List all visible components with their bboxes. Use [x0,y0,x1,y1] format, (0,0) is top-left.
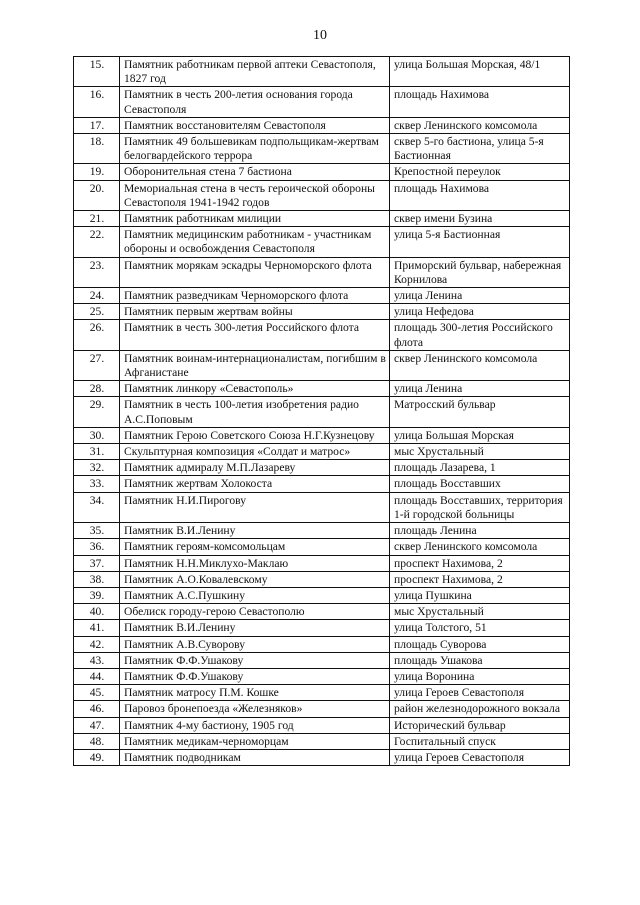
table-row [74,320,570,350]
monument-name: Памятник медицинским работникам - участникам обороны и освобождения Севастополя [120,227,390,257]
monument-location: Крепостной переулок [390,164,570,180]
row-number: 30. [74,427,120,443]
row-number: 28. [74,381,120,397]
table-row [74,350,570,380]
monument-location: улица Героев Севастополя [390,749,570,765]
table-row [74,587,570,603]
row-number: 34. [74,492,120,522]
monument-name: Памятник в честь 100-летия изобретения радио А.С.Поповым [120,397,390,427]
monument-name: Мемориальная стена в честь героической обороны Севастополя 1941-1942 годов [120,180,390,210]
monument-name: Памятник А.С.Пушкину [120,587,390,603]
table-row [74,539,570,555]
monument-location: Госпитальный спуск [390,733,570,749]
monument-location: улица Героев Севастополя [390,685,570,701]
monument-name: Скульптурная композиция «Солдат и матрос» [120,444,390,460]
table-body [74,57,570,766]
monument-location: улица Воронина [390,668,570,684]
monument-location: площадь Ушакова [390,652,570,668]
monument-name: Памятник героям-комсомольцам [120,539,390,555]
row-number: 36. [74,539,120,555]
row-number: 33. [74,476,120,492]
monument-location: площадь Лазарева, 1 [390,460,570,476]
row-number: 20. [74,180,120,210]
monument-location: мыс Хрустальный [390,604,570,620]
table-row [74,134,570,164]
row-number: 24. [74,288,120,304]
row-number: 15. [74,57,120,87]
table-row [74,652,570,668]
table-row [74,701,570,717]
monument-name: Оборонительная стена 7 бастиона [120,164,390,180]
monument-location: улица Ленина [390,381,570,397]
monument-name: Памятник Ф.Ф.Ушакову [120,668,390,684]
row-number: 23. [74,257,120,287]
table-row [74,117,570,133]
monument-location: площадь Восставших [390,476,570,492]
row-number: 37. [74,555,120,571]
row-number: 18. [74,134,120,164]
table-row [74,555,570,571]
monument-name: Памятник воинам-интернационалистам, погибшим в Афганистане [120,350,390,380]
monument-location: улица Толстого, 51 [390,620,570,636]
monument-location: площадь Суворова [390,636,570,652]
monument-location: улица Нефедова [390,304,570,320]
monument-name: Памятник 49 большевикам подпольщикам-жертвам белогвардейского террора [120,134,390,164]
monument-name: Памятник Н.Н.Миклухо-Маклаю [120,555,390,571]
row-number: 43. [74,652,120,668]
monument-name: Памятник разведчикам Черноморского флота [120,288,390,304]
monument-name: Памятник адмиралу М.П.Лазареву [120,460,390,476]
row-number: 17. [74,117,120,133]
monument-name: Памятник работникам первой аптеки Севастополя, 1827 год [120,57,390,87]
monument-location: площадь Ленина [390,523,570,539]
monument-name: Памятник линкору «Севастополь» [120,381,390,397]
row-number: 41. [74,620,120,636]
monument-location: Матросский бульвар [390,397,570,427]
monument-name: Памятник Н.И.Пирогову [120,492,390,522]
row-number: 26. [74,320,120,350]
table-row [74,460,570,476]
monument-location: улица Большая Морская, 48/1 [390,57,570,87]
monument-location: улица Пушкина [390,587,570,603]
table-row [74,668,570,684]
table-row [74,211,570,227]
table-row [74,304,570,320]
monuments-table [73,56,570,766]
row-number: 19. [74,164,120,180]
row-number: 35. [74,523,120,539]
monument-location: улица Ленина [390,288,570,304]
table-row [74,685,570,701]
monument-name: Памятник работникам милиции [120,211,390,227]
row-number: 29. [74,397,120,427]
monument-name: Памятник 4-му бастиону, 1905 год [120,717,390,733]
monument-location: сквер Ленинского комсомола [390,117,570,133]
row-number: 25. [74,304,120,320]
monument-location: сквер имени Бузина [390,211,570,227]
monument-name: Памятник жертвам Холокоста [120,476,390,492]
monument-location: улица 5-я Бастионная [390,227,570,257]
table-row [74,523,570,539]
monument-location: проспект Нахимова, 2 [390,571,570,587]
row-number: 47. [74,717,120,733]
monument-location: улица Большая Морская [390,427,570,443]
row-number: 39. [74,587,120,603]
monument-name: Памятник подводникам [120,749,390,765]
table-row [74,164,570,180]
row-number: 45. [74,685,120,701]
monument-name: Обелиск городу-герою Севастополю [120,604,390,620]
table-row [74,397,570,427]
monument-name: Памятник Ф.Ф.Ушакову [120,652,390,668]
table-row [74,717,570,733]
monument-name: Памятник А.О.Ковалевскому [120,571,390,587]
row-number: 32. [74,460,120,476]
table-row [74,180,570,210]
monument-name: Памятник в честь 200-летия основания города Севастополя [120,87,390,117]
monument-name: Памятник первым жертвам войны [120,304,390,320]
monument-name: Памятник в честь 300-летия Российского флота [120,320,390,350]
row-number: 21. [74,211,120,227]
row-number: 44. [74,668,120,684]
monument-location: площадь Восставших, территория 1-й городской больницы [390,492,570,522]
row-number: 40. [74,604,120,620]
table-row [74,733,570,749]
table-row [74,288,570,304]
row-number: 42. [74,636,120,652]
table-row [74,571,570,587]
monument-name: Памятник матросу П.М. Кошке [120,685,390,701]
table-row [74,257,570,287]
monument-location: район железнодорожного вокзала [390,701,570,717]
row-number: 48. [74,733,120,749]
row-number: 27. [74,350,120,380]
monument-location: площадь Нахимова [390,180,570,210]
table-row [74,444,570,460]
monument-location: сквер Ленинского комсомола [390,539,570,555]
row-number: 31. [74,444,120,460]
monument-name: Паровоз бронепоезда «Железняков» [120,701,390,717]
table-row [74,636,570,652]
monument-name: Памятник В.И.Ленину [120,620,390,636]
monument-location: проспект Нахимова, 2 [390,555,570,571]
row-number: 38. [74,571,120,587]
table-row [74,57,570,87]
monument-location: Исторический бульвар [390,717,570,733]
page-number: 10 [313,28,327,43]
monument-name: Памятник Герою Советского Союза Н.Г.Кузнецову [120,427,390,443]
monument-location: площадь Нахимова [390,87,570,117]
monument-name: Памятник морякам эскадры Черноморского флота [120,257,390,287]
row-number: 49. [74,749,120,765]
row-number: 22. [74,227,120,257]
table-row [74,749,570,765]
monument-location: мыс Хрустальный [390,444,570,460]
monument-name: Памятник А.В.Суворову [120,636,390,652]
monument-name: Памятник восстановителям Севастополя [120,117,390,133]
monument-name: Памятник медикам-черноморцам [120,733,390,749]
table-row [74,381,570,397]
monument-location: площадь 300-летия Российского флота [390,320,570,350]
monument-location: Приморский бульвар, набережная Корнилова [390,257,570,287]
table-row [74,620,570,636]
monument-name: Памятник В.И.Ленину [120,523,390,539]
monument-location: сквер Ленинского комсомола [390,350,570,380]
table-row [74,427,570,443]
row-number: 46. [74,701,120,717]
monument-location: сквер 5-го бастиона, улица 5-я Бастионная [390,134,570,164]
row-number: 16. [74,87,120,117]
table-row [74,476,570,492]
table-row [74,227,570,257]
table-row [74,87,570,117]
table-row [74,604,570,620]
table-row [74,492,570,522]
